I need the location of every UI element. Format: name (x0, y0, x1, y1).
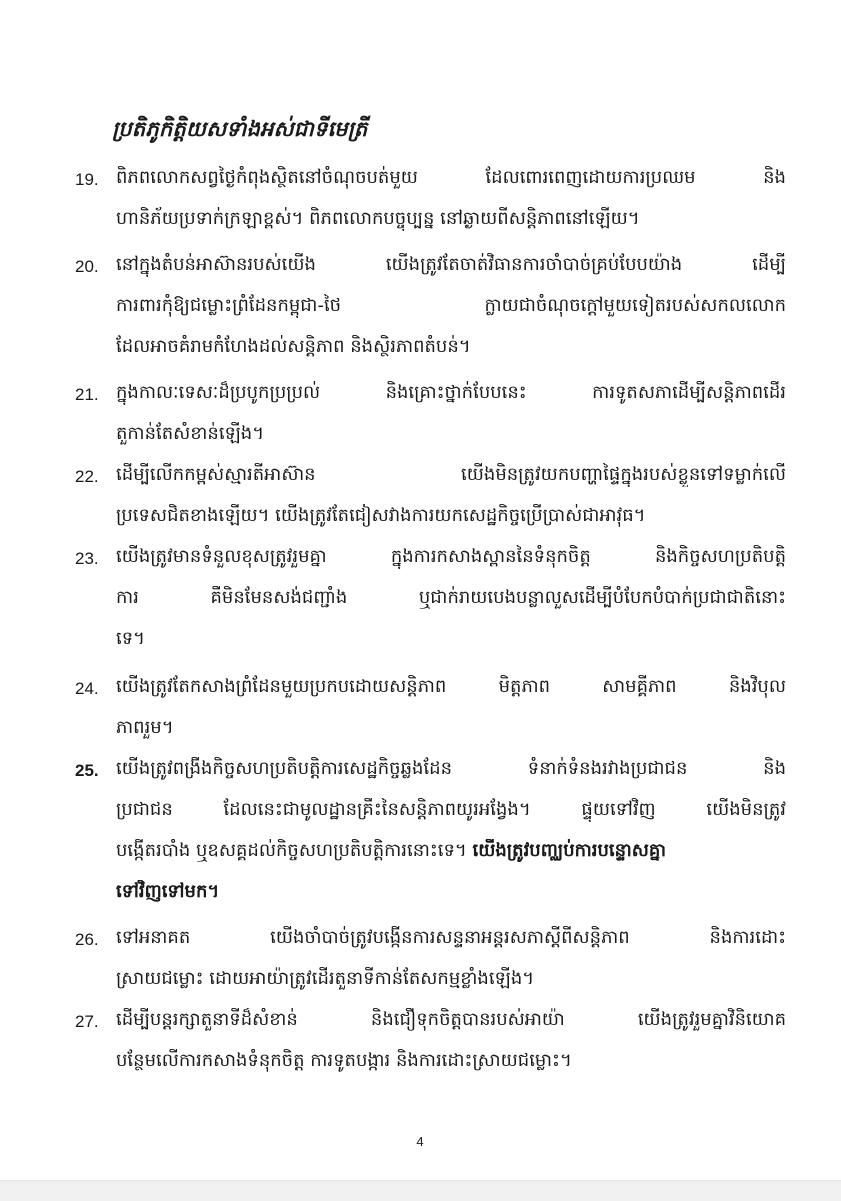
item-text-line: ក្នុងកាលៈទេសៈដ៏ប្របូកប្រប្រល់ និងគ្រោះថ្នាក់បែបនេះ ការទូតសភាដើម្បីសន្តិភាពដើរ (116, 382, 786, 403)
item-text-line: យើងត្រូវមានទំនួលខុសត្រូវរួមគ្នា ក្នុងការកសាងស្ពាននៃទំនុកចិត្ត និងកិច្ចសហប្រតិបត្តិ (116, 546, 786, 567)
item-text-line: តួកាន់តែសំខាន់ឡើង។ (116, 423, 265, 444)
item-text-line: ប្រទេសជិតខាងឡើយ។ យើងត្រូវតែជៀសវាងការយកសេដ្ឋកិច្ចប្រើប្រាស់ជាអាវុធ។ (116, 505, 646, 526)
item-text-line: ហានិភ័យប្រទាក់ក្រឡាខ្ពស់។ ពិភពលោកបច្ចុប្បន្ន នៅឆ្ងាយពីសន្តិភាពនៅឡើយ។ (116, 208, 640, 229)
item-text-segment: បង្កើតរបាំង ឬឧសគ្គដល់កិច្ចសហប្រតិបត្តិការនោះទេ។ (116, 840, 467, 861)
item-text-line: ពិភពលោកសព្វថ្ងៃកំពុងស្ថិតនៅចំណុចបត់មួយ ដែលពោរពេញដោយការប្រឈម និង (116, 167, 786, 188)
viewer-bottom-edge (0, 1180, 841, 1201)
item-number: 26. (75, 930, 99, 949)
item-emphasis-text: យើងត្រូវបញ្ឈប់ការបន្ទោសគ្នា (472, 840, 667, 861)
page-number: 4 (416, 1134, 424, 1149)
item-text-line: ទៅអនាគត យើងចាំបាច់ត្រូវបង្កើនការសន្ទនាអន្តរសភាស្តីពីសន្តិភាព និងការដោះ (116, 927, 786, 948)
item-text-line: ដើម្បីលើកកម្ពស់ស្មារតីអាស៊ាន យើងមិនត្រូវយកបញ្ហាផ្ទៃក្នុងរបស់ខ្លួនទៅទម្លាក់លើ (116, 464, 786, 485)
item-emphasis-line: ទៅវិញទៅមក។ (116, 881, 220, 902)
item-number: 23. (75, 549, 99, 568)
item-number: 27. (75, 1012, 99, 1031)
item-text-line: ស្រាយជម្លោះ ដោយអាយ៉ាត្រូវដើរតួនាទីកាន់តែសកម្មខ្លាំងឡើង។ (116, 968, 535, 989)
item-text-line (116, 839, 786, 863)
item-text-line: យើងត្រូវតែកសាងព្រំដែនមួយប្រកបដោយសន្តិភាព មិត្តភាព សាមគ្គីភាព និងវិបុល (116, 676, 786, 697)
section-heading: ប្រតិភូកិត្តិយសទាំងអស់ជាទីមេត្រី (112, 117, 368, 141)
item-number: 19. (75, 170, 99, 189)
item-number: 20. (75, 257, 99, 276)
item-text-line: ដែលអាចគំរាមកំហែងដល់សន្តិភាព និងស្ថិរភាពតំបន់។ (116, 336, 471, 357)
item-number: 22. (75, 467, 99, 486)
item-text-line: ការពារកុំឱ្យជម្លោះព្រំដែនកម្ពុជា-ថៃ ក្លាយជាចំណុចក្ដៅមួយទៀតរបស់សកលលោក (116, 295, 786, 316)
item-text-line: ភាពរួម។ (116, 717, 174, 738)
item-text-line: បន្ថែមលើការកសាងទំនុកចិត្ត ការទូតបង្ការ និងការដោះស្រាយជម្លោះ។ (116, 1050, 572, 1071)
item-number: 24. (75, 679, 99, 698)
item-text-line: ការ គឺមិនមែនសង់ជញ្ជាំង ឬជាក់រាយបេងបន្លាលួសដើម្បីបំបែកបំបាក់ប្រជាជាតិនោះ (116, 587, 786, 608)
item-text-line: នៅក្នុងតំបន់អាស៊ានរបស់យើង យើងត្រូវតែចាត់វិធានការចាំបាច់គ្រប់បែបយ៉ាង ដើម្បី (116, 254, 786, 275)
item-text-line: ដើម្បីបន្តរក្សាតួនាទីដ៏សំខាន់ និងជឿទុកចិត្តបានរបស់អាយ៉ា យើងត្រូវរួមគ្នាវិនិយោគ (116, 1009, 786, 1030)
item-text-line: ទេ។ (116, 628, 146, 649)
item-text-line: យើងត្រូវពង្រឹងកិច្ចសហប្រតិបត្តិការសេដ្ឋកិច្ចឆ្លងដែន ទំនាក់ទំនងរវាងប្រជាជន និង (116, 758, 786, 779)
item-text-line: ប្រជាជន ដែលនេះជាមូលដ្ឋានគ្រឹះនៃសន្តិភាពយូរអង្វែង។ ផ្ទុយទៅវិញ យើងមិនត្រូវ (116, 799, 786, 820)
item-number: 25. (75, 761, 99, 780)
item-number: 21. (75, 385, 99, 404)
